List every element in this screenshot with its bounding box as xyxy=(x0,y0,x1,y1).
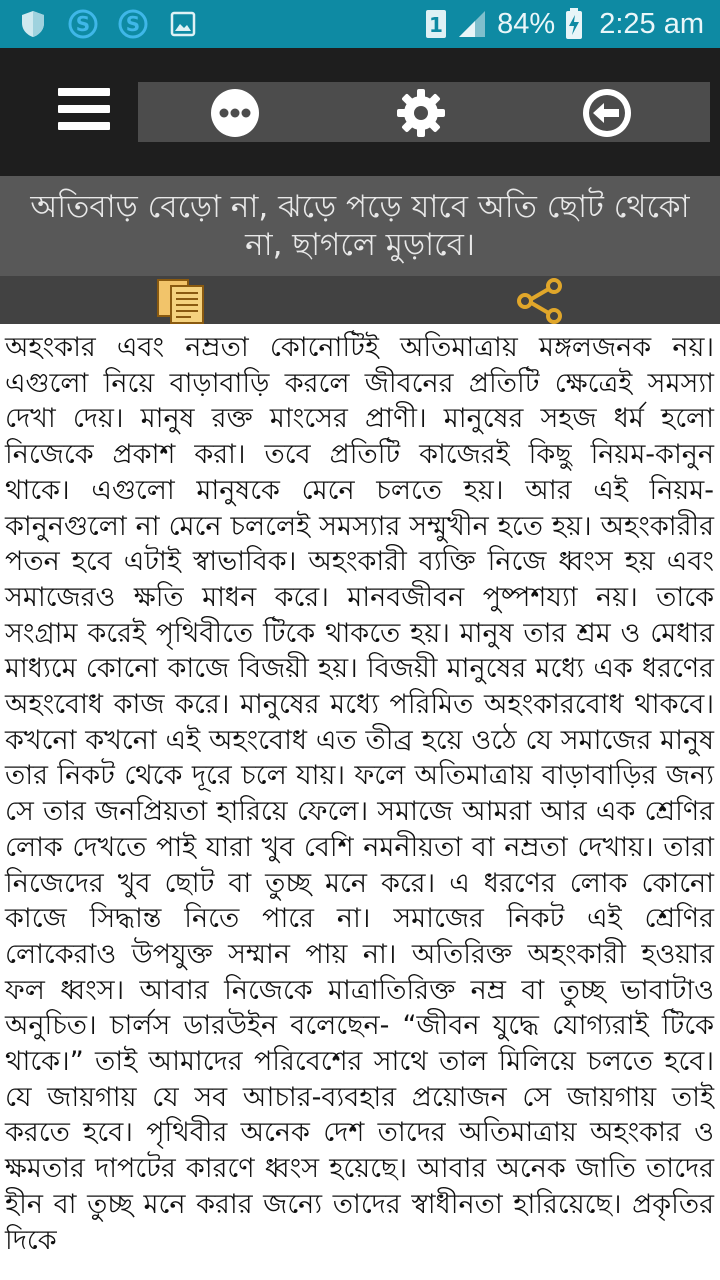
sim-label: 1 xyxy=(429,13,444,37)
menu-button[interactable] xyxy=(58,88,110,134)
menu-icon-bar xyxy=(58,105,110,113)
proverb-title: অতিবাড় বেড়ো না, ঝড়ে পড়ে যাবে অতি ছোট থেকো না, ছাগলে মুড়াবে। xyxy=(30,189,690,263)
essay-text: অহংকার এবং নম্রতা কোনোটিই অতিমাত্রায় মঙ্গলজনক নয়। এগুলো নিয়ে বাড়াবাড়ি করলে জীবনের প্রতিটি ক্ষেত্রেই সমস্যা দেখা দেয়। মানুষ রক্ত মাংসের প্রাণী। মানুষের সহজ ধর্ম হলো নিজেকে প্রকাশ করা। তবে প্রতিটি কাজেরই কিছু নিয়ম-কানুন থাকে। এগুলো মানুষকে মেনে চলতে হয়। আর এই নিয়ম-কানুনগুলো না মেনে চললেই সমস্যার সম্মুখীন হতে হয়। অহংকারীর পতন হবে এটাই স্বাভাবিক। অহংকারী ব্যক্তি নিজে ধ্বংস হয় এবং সমাজেরও ক্ষতি মাধন করে। মানবজীবন পুষ্পশয্যা নয়। তাকে সংগ্রাম করেই পৃথিবীতে টিকে থাকতে হয়। মানুষ তার শ্রম ও মেধার মাধ্যমে কোনো কাজে বিজয়ী হয়। বিজয়ী মানুষের মধ্যে এক ধরণের অহংবোধ কাজ করে। মানুষের মধ্যে পরিমিত অহংকারবোধ থাকবে। কখনো কখনো এই অহংবোধ এত তীব্র হয়ে ওঠে যে সমাজের মানুষ তার নিকট থেকে দূরে চলে যায়। ফলে অতিমাত্রায় বাড়াবাড়ির জন্য সে তার জনপ্রিয়তা হারিয়ে ফেলে। সমাজে আমরা আর এক শ্রেণির লোক দেখতে পাই যারা খুব বেশি নমনীয়তা বা নম্রতা দেখায়। তারা নিজেদের খুব ছোট বা তুচ্ছ মনে করে। এ ধরণের লোক কোনো কাজে সিদ্ধান্ত নিতে পারে না। সমাজের নিকট এই শ্রেণির লোকেরাও উপযুক্ত সম্মান পায় না। অতিরিক্ত অহংকারী হওয়ার ফল ধ্বংস। আবার নিজেকে মাত্রাতিরিক্ত নম্র বা তুচ্ছ ভাবাটাও অনুচিত। চার্লস ডারউইন বলেছেন- “জীবন যুদ্ধে যোগ্যরাই টিকে থাকে।” তাই আমাদের পরিবেশের সাথে তাল মিলিয়ে চলতে হবে। যে জায়গায় যে সব আচার-ব্যবহার প্রয়োজন সে জায়গায় তাই করতে হবে। পৃথিবীর অনেক দেশ তাদের অতিমাত্রায় অহংকার ও ক্ষমতার দাপটের কারণে ধ্বংস হয়েছে। আবার অনেক জাতি তাদের হীন বা তুচ্ছ মনে করার জন্যে তাদের স্বাধীনতা হারিয়েছে। প্রকৃতির দিকে xyxy=(5,332,714,1256)
more-icon[interactable] xyxy=(210,88,260,138)
signal-icon xyxy=(457,9,487,39)
content-actions-bar xyxy=(0,276,720,324)
shield-icon xyxy=(18,9,48,39)
sim-icon xyxy=(425,9,447,39)
notification-icons xyxy=(18,8,198,40)
status-bar xyxy=(0,0,720,48)
settings-icon[interactable] xyxy=(396,88,446,138)
menu-icon-bar xyxy=(58,88,110,96)
skype-icon xyxy=(68,9,98,39)
proverb-title-panel xyxy=(0,176,720,276)
toolbar-action-group xyxy=(138,82,710,142)
image-icon xyxy=(168,9,198,39)
svg-text:S: S xyxy=(75,12,91,36)
menu-icon-bar xyxy=(58,122,110,130)
battery-percent: 84% xyxy=(497,7,556,40)
clock: 2:25 am xyxy=(599,7,704,40)
essay-content[interactable] xyxy=(0,330,720,1280)
share-icon[interactable] xyxy=(514,278,566,324)
copy-icon[interactable] xyxy=(155,278,207,324)
svg-text:S: S xyxy=(125,12,141,36)
app-toolbar xyxy=(0,48,720,176)
skype-icon xyxy=(118,9,148,39)
status-right xyxy=(425,0,704,48)
back-icon[interactable] xyxy=(582,88,632,138)
battery-charging-icon xyxy=(565,8,583,40)
